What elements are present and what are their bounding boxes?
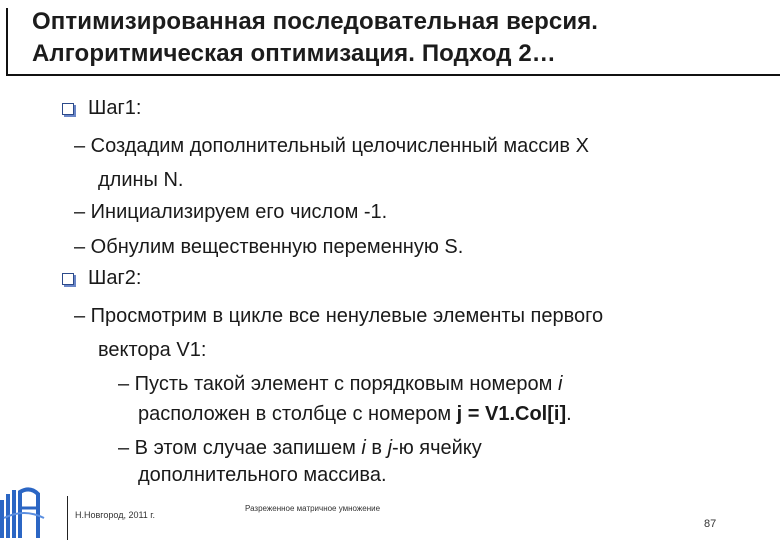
step2-subitem1-text: – Пусть такой элемент с порядковым номером	[118, 373, 558, 395]
step2-subitem2-line2: дополнительного массива.	[138, 464, 387, 486]
footer-divider	[67, 496, 68, 540]
step2-heading: Шаг2:	[88, 267, 142, 289]
step2-subitem1-text2: расположен в столбце с номером	[138, 403, 457, 425]
page-number: 87	[704, 518, 717, 530]
period: .	[566, 403, 572, 425]
variable-i: i	[557, 373, 563, 395]
step1-heading: Шаг1:	[88, 97, 142, 119]
step2-item1-line1: – Просмотрим в цикле все ненулевые элементы первого	[74, 305, 604, 327]
suffix: -ю ячейку	[392, 437, 482, 459]
square-bullet-icon	[62, 103, 74, 115]
footer-location-year: Н.Новгород, 2011 г.	[75, 510, 155, 520]
footer-topic: Разреженное матричное умножение	[245, 504, 381, 513]
step1-item1-line1: – Создадим дополнительный целочисленный массив X	[74, 135, 589, 157]
variable-i: i	[361, 437, 366, 459]
variable-j: j	[387, 437, 393, 459]
university-logo-icon	[0, 478, 46, 540]
step1-item2: – Инициализируем его числом -1.	[74, 201, 388, 223]
step2-subitem1-line2	[138, 402, 572, 426]
step2-item1-line2: вектора V1:	[98, 339, 207, 361]
slide-title-line-2: Алгоритмическая оптимизация. Подход 2…	[32, 40, 556, 67]
step2-subitem1-line1	[118, 372, 562, 396]
slide-title-line-1: Оптимизированная последовательная версия.	[32, 8, 599, 35]
step2-subitem2-text: – В этом случае запишем	[118, 437, 362, 459]
preposition: в	[365, 437, 388, 459]
step2-subitem2-line1	[118, 436, 482, 460]
step1-item1-line2: длины N.	[98, 169, 184, 191]
step1-item3: – Обнулим вещественную переменную S.	[74, 236, 464, 258]
square-bullet-icon	[62, 273, 74, 285]
code-expression: j = V1.Col[i]	[456, 403, 567, 425]
